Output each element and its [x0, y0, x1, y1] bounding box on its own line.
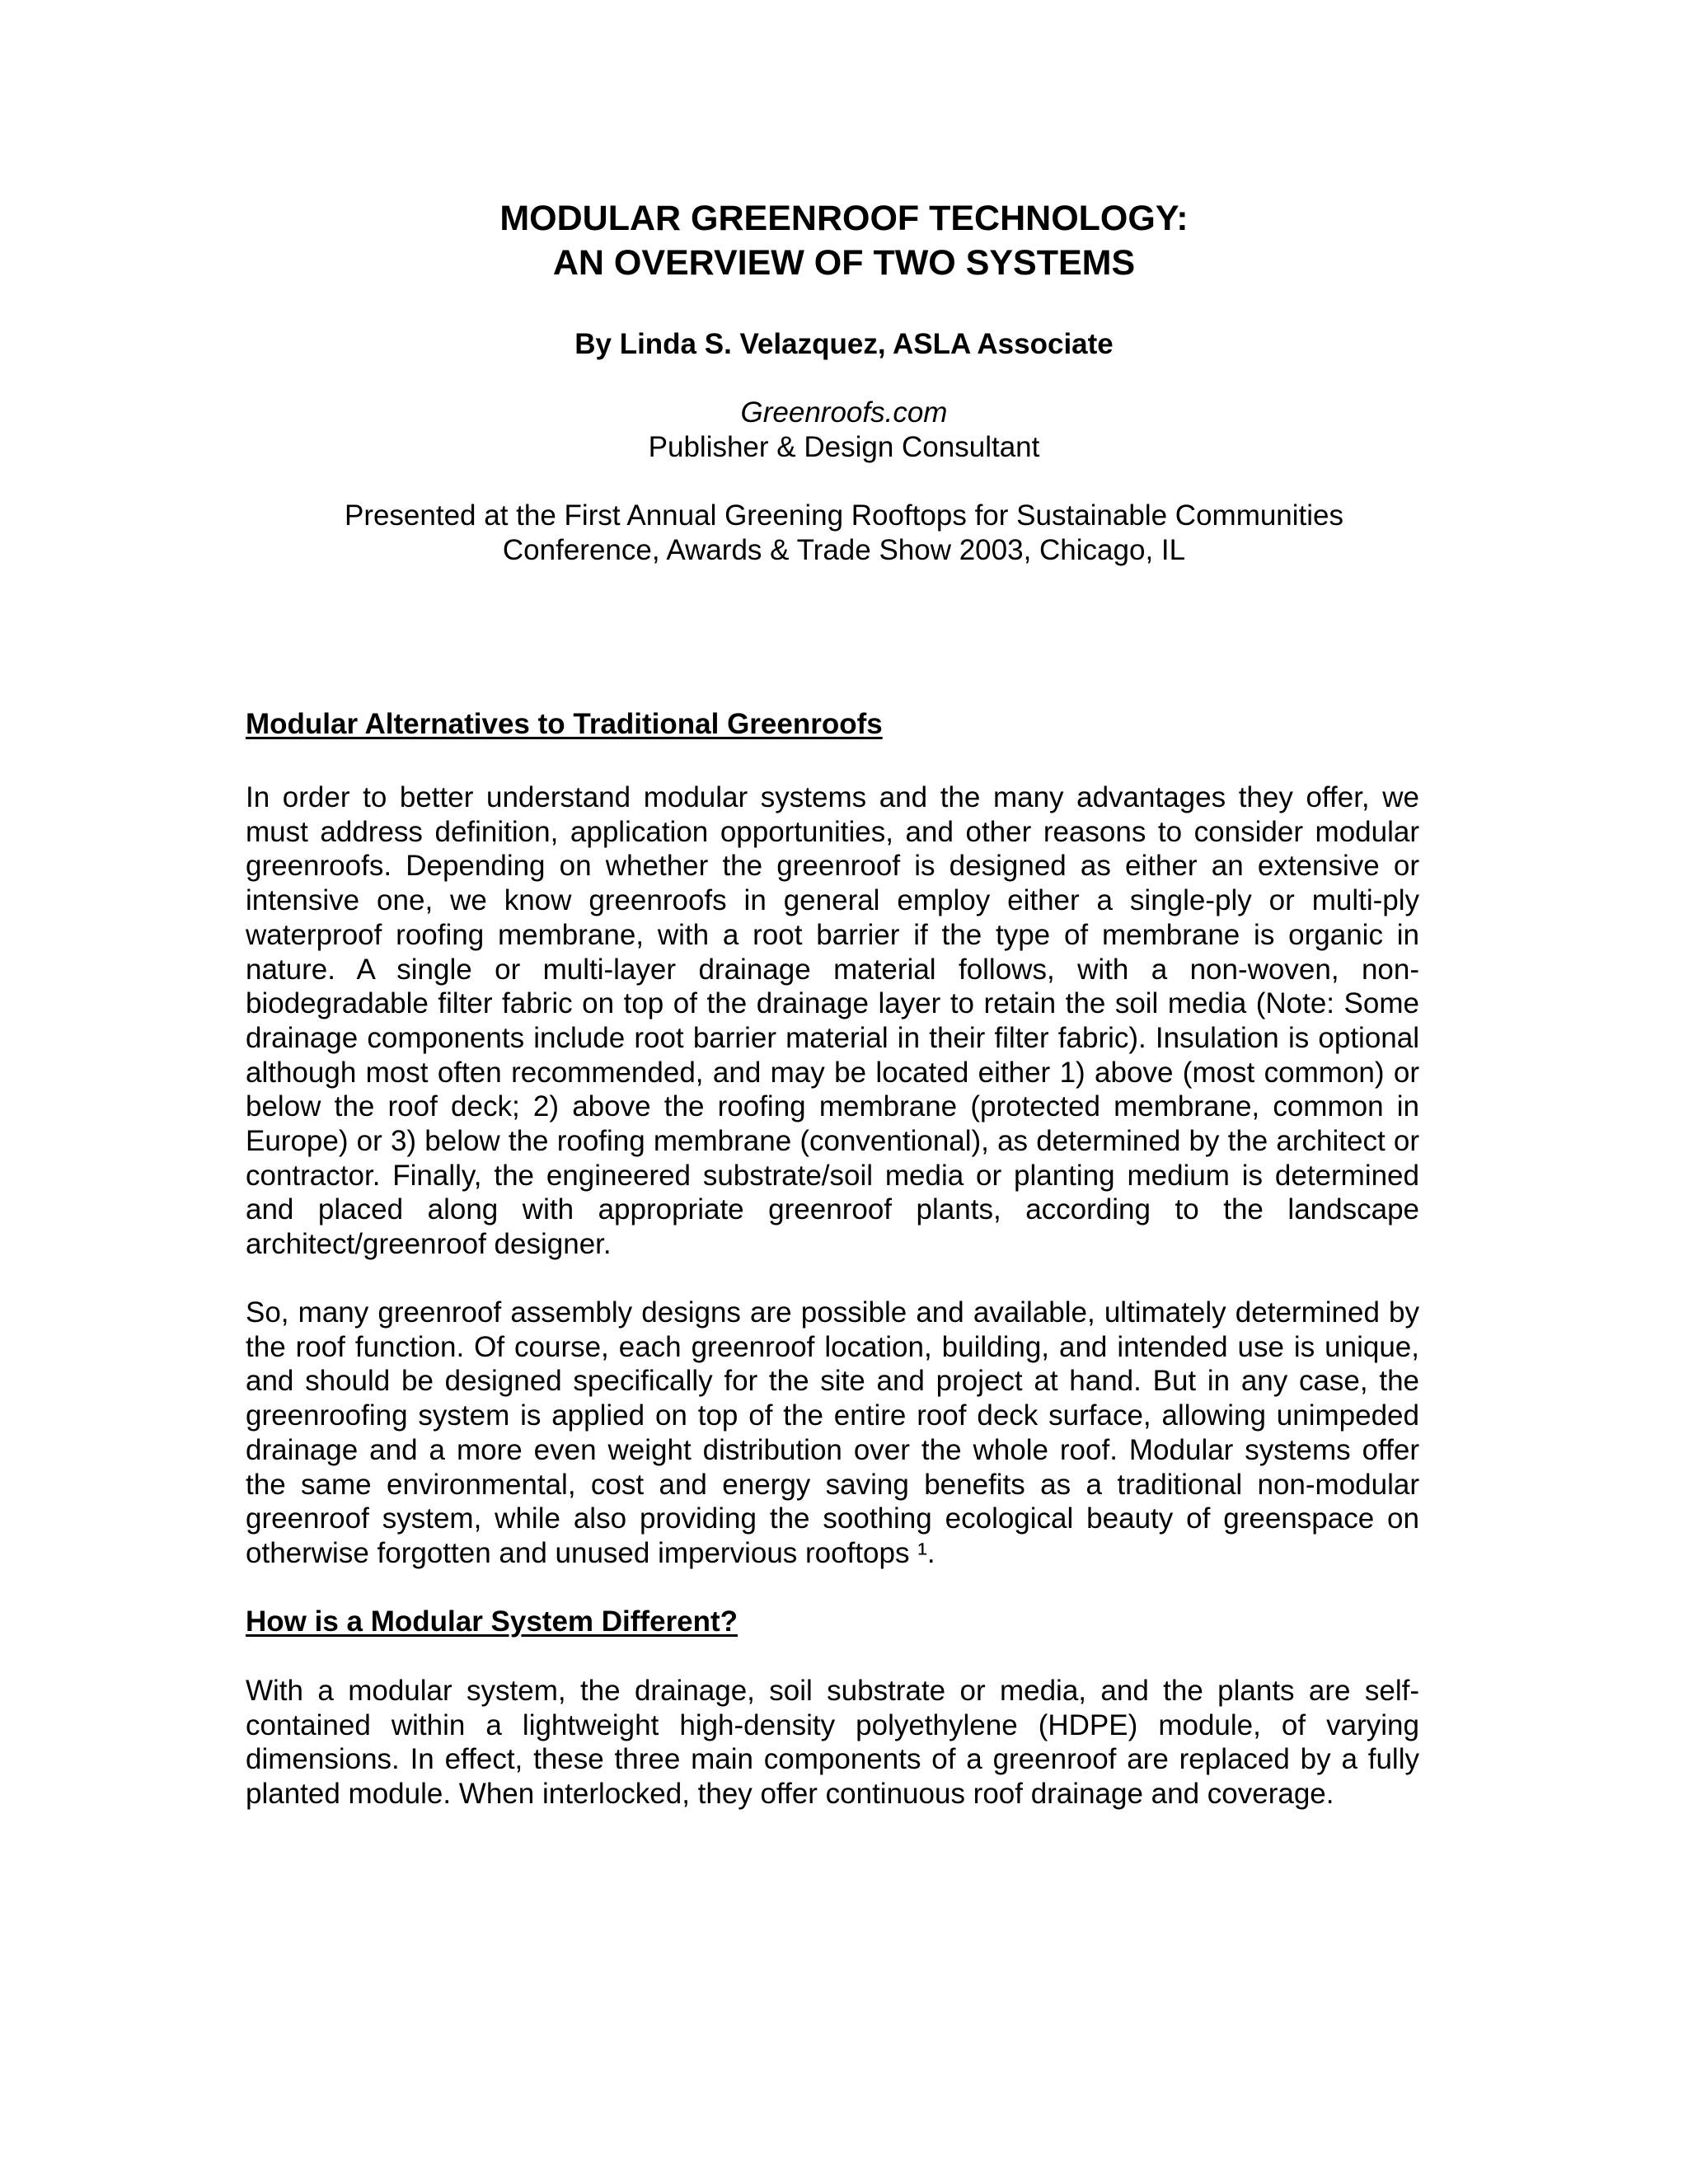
section-heading-how-different: How is a Modular System Different?	[246, 1605, 738, 1638]
paragraph-how-different-1: With a modular system, the drainage, soil substrate or media, and the plants are self-contained within a lightweight high-density polyethylene (HDPE) module, of varying dimensions. In effect, these three main components of a greenroof are replaced by a fully planted module. When interlocked, they offer continuous roof drainage and coverage.	[246, 1675, 1419, 1811]
presentation-note-line-1: Presented at the First Annual Greening Rooftops for Sustainable Communities	[344, 499, 1344, 532]
organization-name: Greenroofs.com	[740, 396, 948, 429]
presentation-note	[0, 499, 1688, 568]
paragraph-modular-alternatives-2: So, many greenroof assembly designs are possible and available, ultimately determined by the roof function. Of course, each greenroof location, building, and intended use is unique, and should be designed specifically for the site and project at hand. But in any case, the greenroofing system is applied on top of the entire roof deck surface, allowing unimpeded drainage and a more even weight distribution over the whole roof. Modular systems offer the same environmental, cost and energy saving benefits as a traditional non-modular greenroof system, while also providing the soothing ecological beauty of greenspace on otherwise forgotten and unused impervious rooftops ¹.	[246, 1296, 1419, 1569]
section-heading-modular-alternatives: Modular Alternatives to Traditional Greenroofs	[246, 708, 883, 740]
paragraph-modular-alternatives-1: In order to better understand modular systems and the many advantages they offer, we must address definition, application opportunities, and other reasons to consider modular greenroofs. Depending on whether the greenroof is designed as either an extensive or intensive one, we know greenroofs in general employ either a single-ply or multi-ply waterproof roofing membrane, with a root barrier if the type of membrane is organic in nature. A single or multi-layer drainage material follows, with a non-woven, non-biodegradable filter fabric on top of the drainage layer to retain the soil media (Note: Some drainage components include root barrier material in their filter fabric). Insulation is optional although most often recommended, and may be located either 1) above (most common) or below the roof deck; 2) above the roofing membrane (protected membrane, common in Europe) or 3) below the roofing membrane (conventional), as determined by the architect or contractor. Finally, the engineered substrate/soil media or planting medium is determined and placed along with appropriate greenroof plants, according to the landscape architect/greenroof designer.	[246, 781, 1419, 1261]
document-title	[0, 196, 1688, 285]
title-line-2: AN OVERVIEW OF TWO SYSTEMS	[552, 243, 1136, 283]
author-affiliation	[0, 396, 1688, 465]
title-line-1: MODULAR GREENROOF TECHNOLOGY:	[499, 199, 1189, 238]
presentation-note-line-2: Conference, Awards & Trade Show 2003, Chicago, IL	[502, 534, 1186, 566]
author-byline: By Linda S. Velazquez, ASLA Associate	[574, 328, 1114, 360]
author-role: Publisher & Design Consultant	[648, 431, 1040, 463]
